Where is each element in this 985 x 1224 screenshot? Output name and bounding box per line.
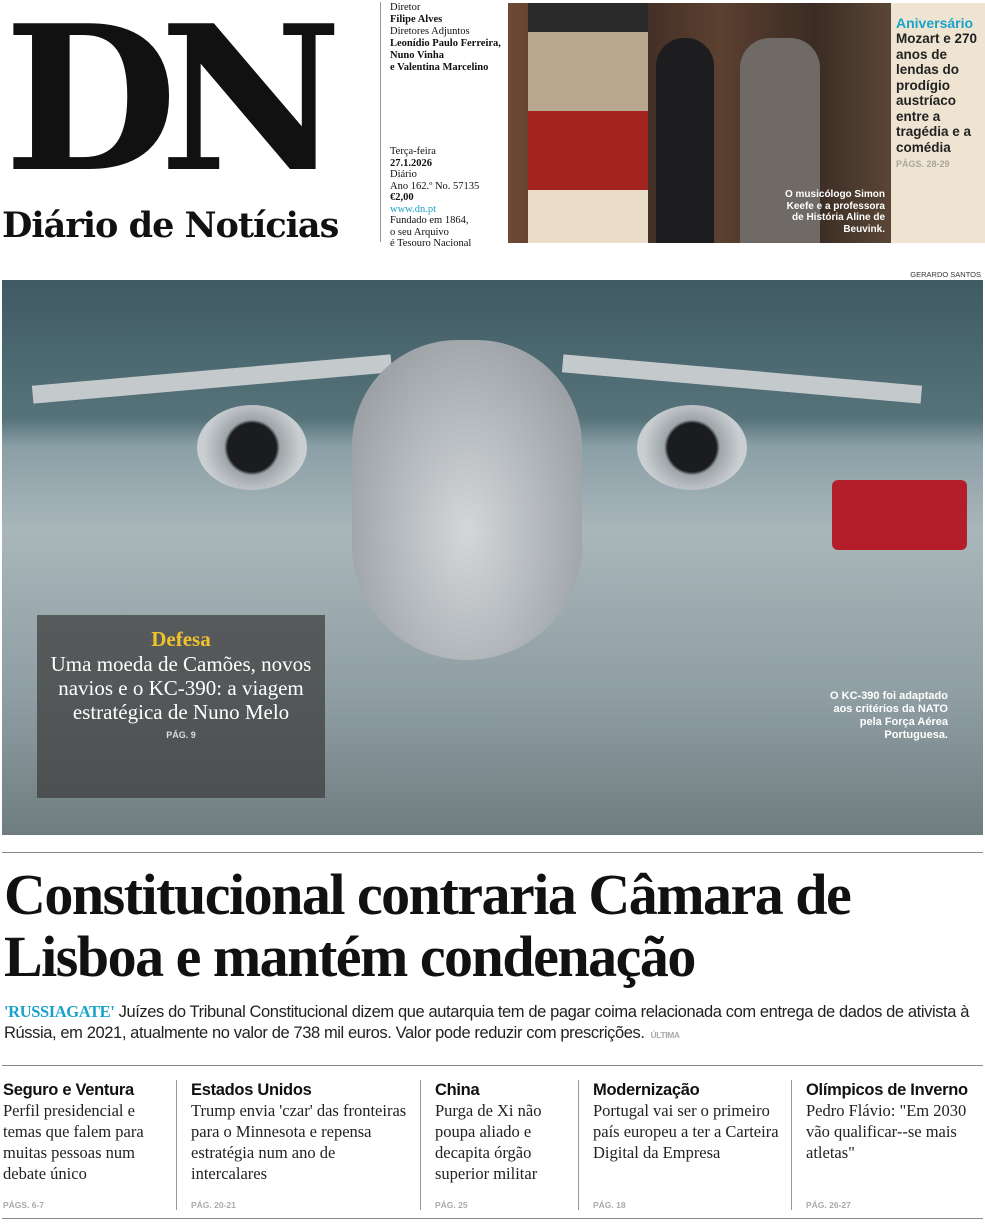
teaser-kicker: Modernização: [593, 1081, 700, 1099]
deputy: Leonídio Paulo Ferreira,: [390, 38, 501, 49]
aircraft-wing: [562, 354, 922, 403]
teaser-estados-unidos[interactable]: [176, 1080, 420, 1210]
teaser-china[interactable]: [420, 1080, 578, 1210]
person-silhouette: [656, 38, 714, 243]
frequency: Diário: [390, 169, 417, 180]
lead-kicker: 'RUSSIAGATE': [4, 1002, 115, 1021]
mozart-photo: [508, 3, 891, 243]
teaser-page: PÁG. 25: [435, 1200, 468, 1210]
photo-credit: GERARDO SANTOS: [910, 270, 981, 279]
deputy-label: Diretores Adjuntos: [390, 26, 470, 37]
mozart-photo-caption: O musicólogo Simon Keefe e a professora de História Aline de Beuvink.: [784, 189, 885, 235]
founded: o seu Arquivo: [390, 226, 449, 238]
teaser-kicker: Olímpicos de Inverno: [806, 1081, 968, 1099]
teaser-kicker: Estados Unidos: [191, 1081, 312, 1099]
logo-name: Diário de Notícias: [2, 205, 339, 246]
deputy: e Valentina Marcelino: [390, 62, 489, 73]
teaser-kicker: Seguro e Ventura: [3, 1081, 134, 1099]
website-link[interactable]: www.dn.pt: [390, 203, 436, 215]
teaser-text: Pedro Flávio: "Em 2030 vão qualificar--se mais atletas": [806, 1101, 967, 1162]
lead-text: Juízes do Tribunal Constitucional dizem que autarquia tem de pagar coima relacionada com entrega de dados de ativista à Rússia, em 2021, atualmente no valor de 738 mil euros. Valor pode reduzir com prescrições.: [4, 1003, 969, 1042]
logo-initials: DN: [4, 0, 325, 217]
mozart-teaser[interactable]: [891, 3, 985, 243]
kc390-caption: O KC-390 foi adaptado aos critérios da NATO pela Força Aérea Portuguesa.: [830, 690, 948, 741]
director: Filipe Alves: [390, 14, 443, 25]
mozart-page: PÁGS. 28-29: [896, 159, 950, 169]
director-label: Diretor: [390, 2, 421, 13]
weekday: Terça-feira: [390, 146, 436, 157]
defesa-page: PÁG. 9: [166, 730, 196, 740]
date: 27.1.2026: [390, 157, 432, 169]
founded: Fundado em 1864,: [390, 215, 469, 226]
aircraft-engine: [197, 405, 307, 490]
issue-number: Ano 162.º No. 57135: [390, 180, 480, 192]
red-lift: [832, 480, 967, 550]
teaser-modernizacao[interactable]: [578, 1080, 791, 1210]
teaser-text: Perfil presidencial e temas que falem para muitas pessoas num debate único: [3, 1101, 144, 1183]
teaser-olimpicos[interactable]: [791, 1080, 985, 1210]
mozart-kicker: Aniversário: [896, 15, 974, 31]
teaser-page: PÁG. 18: [593, 1200, 626, 1210]
defesa-kicker: Defesa: [151, 627, 211, 651]
mozart-title: Mozart e 270 anos de lendas do prodígio austríaco entre a tragédia e a comédia: [896, 31, 978, 155]
teaser-page: PÁGS. 6-7: [3, 1200, 45, 1210]
kc390-photo: [2, 280, 983, 835]
defesa-teaser[interactable]: [37, 615, 325, 798]
lead-headline[interactable]: Constitucional contraria Câmara de Lisboa e mantém condenação: [4, 862, 851, 989]
teaser-page: PÁG. 26-27: [806, 1200, 851, 1210]
divider: [2, 1065, 983, 1066]
deputy: Nuno Vinha: [390, 50, 444, 61]
lead-lede: [4, 1001, 984, 1046]
aircraft-wing: [32, 354, 392, 403]
lead-page: ÚLTIMA: [650, 1030, 680, 1040]
masthead-divider: [380, 2, 381, 242]
mozart-poster: [528, 3, 648, 243]
teaser-kicker: China: [435, 1081, 480, 1099]
aircraft-fuselage: [352, 340, 582, 660]
teaser-page: PÁG. 20-21: [191, 1200, 236, 1210]
divider: [2, 852, 983, 853]
teaser-text: Trump envia 'czar' das fronteiras para o Minnesota e repensa estratégia num ano de intercalares: [191, 1101, 407, 1183]
aircraft-engine: [637, 405, 747, 490]
founded: é Tesouro Nacional: [390, 238, 472, 249]
price: €2,00: [390, 192, 414, 203]
edition-info: [390, 146, 510, 250]
teaser-text: Portugal vai ser o primeiro país europeu a ter a Carteira Digital da Empresa: [593, 1101, 779, 1162]
defesa-title: Uma moeda de Camões, novos navios e o KC-390: a viagem estratégica de Nuno Melo: [50, 652, 312, 724]
teaser-seguro-ventura[interactable]: [0, 1080, 176, 1210]
teaser-text: Purga de Xi não poupa aliado e decapita órgão superior militar: [435, 1101, 542, 1183]
teaser-row: [0, 1080, 985, 1210]
divider: [2, 1218, 983, 1219]
staff-box: [390, 2, 510, 74]
